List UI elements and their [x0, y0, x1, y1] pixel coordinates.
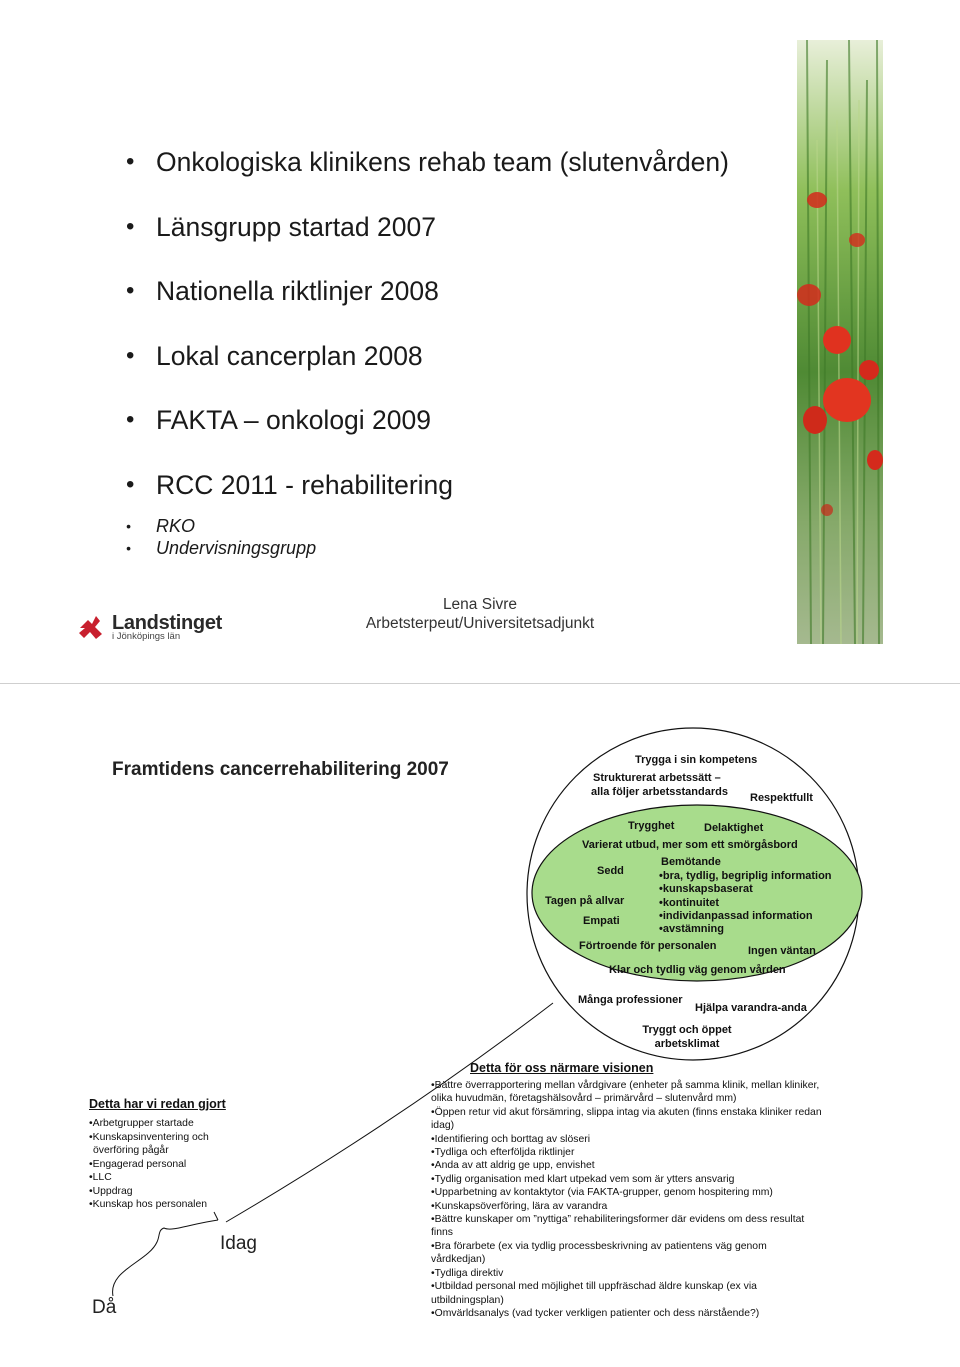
done-item: • Kunskapsinventering och överföring pågår	[89, 1131, 239, 1158]
done-item: • Uppdrag	[89, 1185, 239, 1199]
author-name: Lena Sivre	[442, 596, 518, 613]
vision-item: • Kunskapsöverföring, lära av varandra	[431, 1200, 823, 1213]
done-item: • Engagerad personal	[89, 1158, 239, 1172]
brace-line	[113, 1220, 218, 1296]
label-tryggt-2: arbetsklimat	[654, 1038, 720, 1050]
label-ingen-vantan: Ingen väntan	[748, 945, 816, 957]
label-strukturerat-1: Strukturerat arbetssätt –	[593, 772, 721, 784]
bemotande-bullet: • kunskapsbaserat	[659, 883, 832, 896]
bullet-item-small: • RKO	[126, 515, 729, 537]
vision-item: • Identifiering och borttag av slöseri	[431, 1133, 823, 1146]
label-empati: Empati	[583, 915, 620, 927]
vision-item: • Tydliga och efterföljda riktlinjer	[431, 1146, 823, 1159]
poppy-field-image	[797, 40, 883, 644]
label-klar: Klar och tydlig väg genom vården	[609, 964, 786, 976]
label-trygghet: Trygghet	[628, 820, 675, 832]
done-item: • Kunskap hos personalen	[89, 1198, 239, 1212]
bullet-item: • FAKTA – onkologi 2009	[126, 398, 729, 463]
slide1-bullet-list	[126, 140, 729, 559]
vision-item: • Bra förarbete (ex via tydlig processbeskrivning av patientens väg genom vårdkedjan)	[431, 1240, 823, 1267]
vision-item: • Öppen retur vid akut försämring, slippa intag via akuten (finns enstaka kliniker redan idag)	[431, 1106, 823, 1133]
bemotande-bullet: • individanpassad information	[659, 910, 832, 923]
label-manga: Många professioner	[578, 994, 683, 1006]
label-tagen: Tagen på allvar	[545, 895, 625, 907]
slide2-title: Framtidens cancerrehabilitering 2007	[112, 759, 449, 780]
label-sedd: Sedd	[597, 865, 624, 877]
done-title: Detta har vi redan gjort	[89, 1097, 226, 1111]
vision-item: • Omvärldsanalys (vad tycker verkligen patienter och dess närstående?)	[431, 1307, 823, 1320]
bullet-item-small: • Undervisningsgrupp	[126, 537, 729, 559]
vision-item: • Bättre överrapportering mellan vårdgivare (enheter på samma klinik, mellan kliniker, olika huvudmän, företagshälsovård – primärvård – slutenvård mm)	[431, 1079, 823, 1106]
bullet-item: • Länsgrupp startad 2007	[126, 205, 729, 270]
done-item: • Arbetgrupper startade	[89, 1117, 239, 1131]
label-da: Då	[92, 1297, 117, 1318]
label-strukturerat-2: alla följer arbetsstandards	[591, 786, 728, 798]
bullet-item: • Onkologiska klinikens rehab team (slutenvården)	[126, 140, 729, 205]
bullet-item: • Lokal cancerplan 2008	[126, 334, 729, 399]
vision-item: • Anda av att aldrig ge upp, envishet	[431, 1159, 823, 1172]
bemotande-bullet: • kontinuitet	[659, 897, 832, 910]
bemotande-bullet: • bra, tydlig, begriplig information	[659, 870, 832, 883]
bemotande-bullet-list	[659, 870, 832, 936]
bemotande-bullet: • avstämning	[659, 923, 832, 936]
label-hjalpa: Hjälpa varandra-anda	[695, 1002, 807, 1014]
logo-cross-icon	[76, 612, 108, 642]
vision-title: Detta för oss närmare visionen	[470, 1061, 654, 1075]
logo-name: Landstinget	[112, 612, 223, 634]
label-varierat: Varierat utbud, mer som ett smörgåsbord	[582, 839, 798, 851]
done-list	[89, 1117, 239, 1212]
vision-item: • Utbildad personal med möjlighet till uppfräschad äldre kunskap (ex via utbildningsplan)	[431, 1280, 823, 1307]
done-item: • LLC	[89, 1171, 239, 1185]
vision-item: • Tydlig organisation med klart utpekad vem som är ytters ansvarig	[431, 1173, 823, 1186]
bullet-item: • Nationella riktlinjer 2008	[126, 269, 729, 334]
label-delaktighet: Delaktighet	[704, 822, 764, 834]
logo-sub: i Jönköpings län	[112, 631, 181, 642]
label-idag: Idag	[220, 1233, 257, 1254]
landstinget-logo	[76, 612, 223, 642]
label-tryggt-1: Tryggt och öppet	[642, 1024, 732, 1036]
label-respektfullt: Respektfullt	[750, 792, 813, 804]
bullet-item: • RCC 2011 - rehabilitering	[126, 463, 729, 515]
label-trygga: Trygga i sin kompetens	[635, 754, 758, 766]
vision-item: • Tydliga direktiv	[431, 1267, 823, 1280]
vision-list	[431, 1079, 823, 1320]
vision-item: • Bättre kunskaper om ”nyttiga” rehabiliteringsformer där evidens om dess resultat finns	[431, 1213, 823, 1240]
label-fortroende: Förtroende för personalen	[579, 940, 717, 952]
vision-item: • Upparbetning av kontaktytor (via FAKTA-grupper, genom hospitering mm)	[431, 1186, 823, 1199]
author-title: Arbetsterpeut/Universitetsadjunkt	[365, 615, 595, 632]
label-bemotande: Bemötande	[661, 856, 721, 868]
